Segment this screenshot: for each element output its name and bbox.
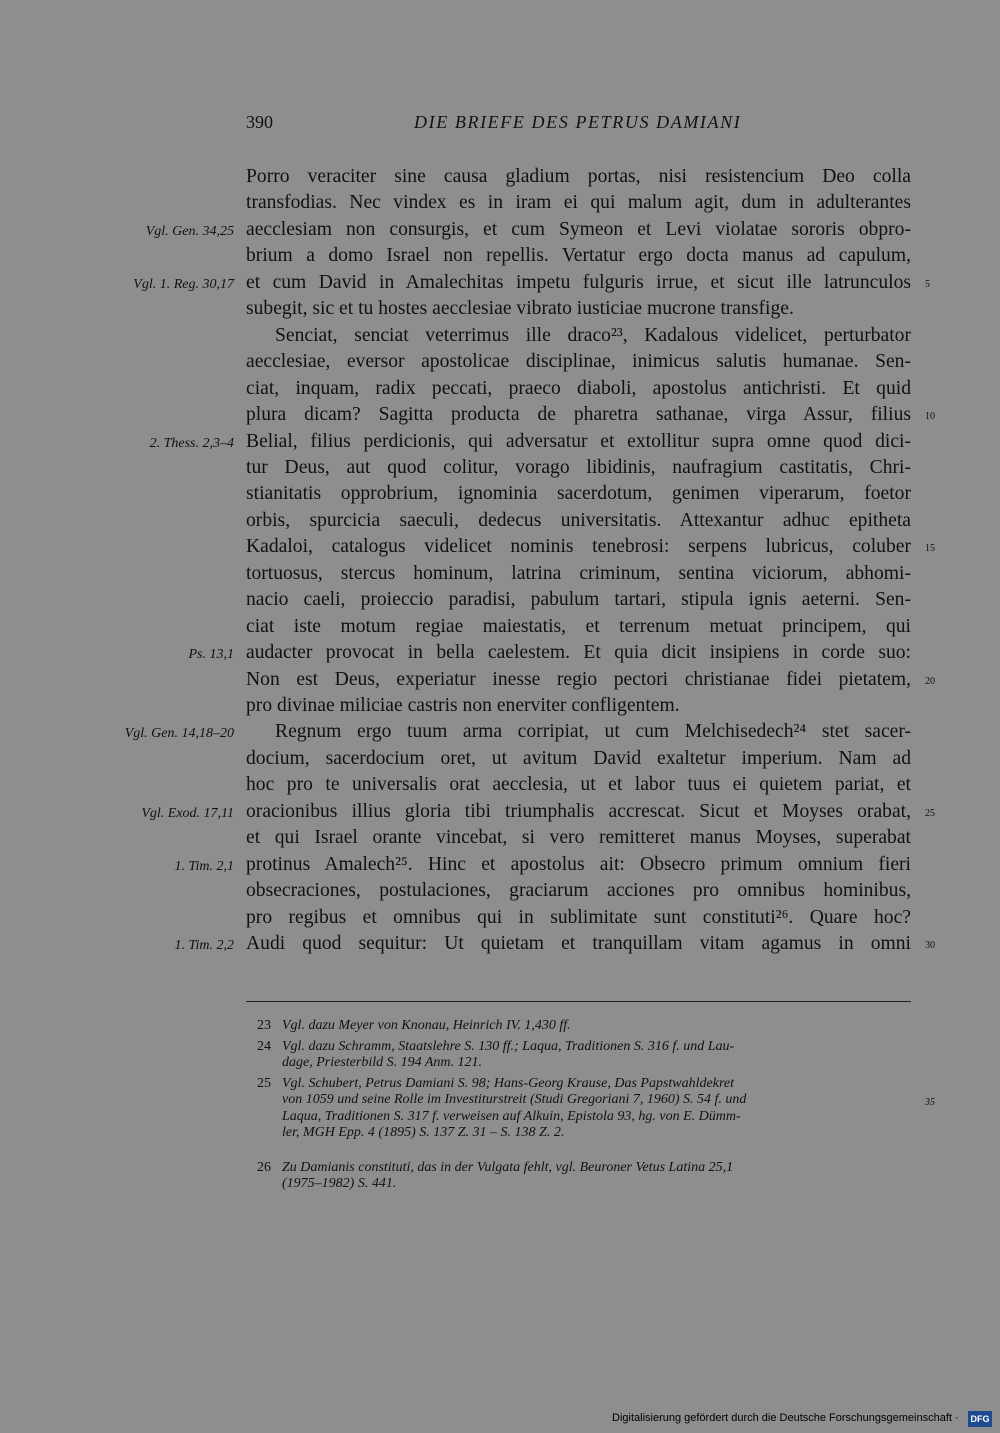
line-text: stianitatis opprobrium, ignominia sacerdotum, genimen viperarum, foetor xyxy=(246,483,911,505)
text-line xyxy=(0,878,1000,904)
margin-reference: 1. Tim. 2,2 xyxy=(174,938,234,954)
text-line xyxy=(0,190,1000,216)
line-text: protinus Amalech²⁵. Hinc et apostolus ait: Obsecro primum omnium fieri xyxy=(246,853,911,875)
line-text: aecclesiae, eversor apostolicae disciplinae, inimicus salutis humanae. Sen- xyxy=(246,351,911,373)
text-line xyxy=(0,243,1000,269)
margin-reference: Vgl. Gen. 14,18–20 xyxy=(124,726,234,742)
line-text: aecclesiam non consurgis, et cum Symeon et Levi violatae sororis obpro- xyxy=(246,218,911,240)
dfg-logo-icon: DFG xyxy=(968,1411,992,1427)
text-line xyxy=(0,323,1000,349)
footnote xyxy=(257,1039,917,1072)
text-line xyxy=(0,349,1000,375)
margin-reference: Vgl. Exod. 17,11 xyxy=(141,805,234,821)
text-line xyxy=(0,667,1000,693)
footnote-line: Laqua, Traditionen S. 317 f. verweisen auf Alkuin, Epistola 93, hg. von E. Dümm- xyxy=(282,1108,741,1124)
line-text: Senciat, senciat veterrimus ille draco²³, Kadalous videlicet, perturbator xyxy=(275,324,911,346)
text-line xyxy=(0,508,1000,534)
text-line xyxy=(0,376,1000,402)
line-text: et cum David in Amalechitas impetu fulguris irrue, et sicut ille latrunculos xyxy=(246,271,911,293)
line-text: pro divinae miliciae castris non enerviter confligentem. xyxy=(246,695,680,716)
dfg-credit xyxy=(612,1411,992,1428)
text-line xyxy=(0,640,1000,666)
line-number: 5 xyxy=(925,278,930,290)
dfg-credit-text: Digitalisierung gefördert durch die Deutsche Forschungsgemeinschaft · xyxy=(612,1412,959,1424)
margin-reference: Ps. 13,1 xyxy=(188,647,234,663)
text-line xyxy=(0,852,1000,878)
text-line xyxy=(0,402,1000,428)
line-number: 10 xyxy=(925,411,935,423)
footnote xyxy=(257,1160,917,1193)
margin-reference: 1. Tim. 2,1 xyxy=(174,858,234,874)
running-header xyxy=(0,112,1000,140)
text-line xyxy=(0,481,1000,507)
line-text: Non est Deus, experiatur inesse regio pectori christianae fidei pietatem, xyxy=(246,668,911,690)
text-line xyxy=(0,587,1000,613)
text-line xyxy=(0,217,1000,243)
margin-reference: Vgl. 1. Reg. 30,17 xyxy=(133,276,234,292)
line-number: 30 xyxy=(925,940,935,952)
footnote-line: ler, MGH Epp. 4 (1895) S. 137 Z. 31 – S. 138 Z. 2. xyxy=(282,1125,565,1141)
text-line xyxy=(0,429,1000,455)
text-line xyxy=(0,614,1000,640)
margin-reference: 2. Thess. 2,3–4 xyxy=(149,435,234,451)
line-text: ciat, inquam, radix peccati, praeco diaboli, apostolus antichristi. Et quid xyxy=(246,377,911,399)
footnote-line: dage, Priesterbild S. 194 Anm. 121. xyxy=(282,1055,483,1071)
footnote-line: von 1059 und seine Rolle im Investiturstreit (Studi Gregoriani 7, 1960) S. 54 f. und xyxy=(282,1092,747,1108)
footnote-line: Vgl. dazu Schramm, Staatslehre S. 130 ff.; Laqua, Traditionen S. 316 f. und Lau- xyxy=(282,1039,735,1054)
footnote-number: 24 xyxy=(257,1039,271,1054)
line-text: audacter provocat in bella caelestem. Et quia dicit insipiens in corde suo: xyxy=(246,642,911,664)
line-number: 25 xyxy=(925,807,935,819)
footnote xyxy=(257,1076,935,1142)
footnote-line: (1975–1982) S. 441. xyxy=(282,1176,397,1192)
line-text: Belial, filius perdicionis, qui adversatur et extollitur supra omne quod dici- xyxy=(246,430,911,452)
text-line xyxy=(0,534,1000,560)
line-text: tortuosus, stercus hominum, latrina criminum, sentina viciorum, abhomi- xyxy=(246,562,911,584)
line-text: brium a domo Israel non repellis. Vertatur ergo docta manus ad capulum, xyxy=(246,245,911,267)
footnote-rule xyxy=(246,1001,911,1002)
footnote-line-number: 35 xyxy=(925,1097,935,1109)
text-line xyxy=(0,799,1000,825)
text-line xyxy=(0,719,1000,745)
line-text: plura dicam? Sagitta producta de pharetra sathanae, virga Assur, filius xyxy=(246,404,911,426)
text-line xyxy=(0,825,1000,851)
line-text: nacio caeli, proieccio paradisi, pabulum tartari, stipula ignis aeterni. Sen- xyxy=(246,589,911,611)
line-text: subegit, sic et tu hostes aecclesiae vibrato iusticiae mucrone transfige. xyxy=(246,298,794,320)
text-line xyxy=(0,905,1000,931)
footnote-line: Vgl. dazu Meyer von Knonau, Heinrich IV. 1,430 ff. xyxy=(282,1018,571,1033)
line-text: Porro veraciter sine causa gladium portas, nisi resistencium Deo colla xyxy=(246,166,911,187)
line-text: pro regibus et omnibus qui in sublimitate sunt constituti²⁶. Quare hoc? xyxy=(246,906,911,928)
line-text: ciat iste motum regiae maiestatis, et terrenum metuat principem, qui xyxy=(246,615,911,637)
footnote xyxy=(257,1018,917,1034)
footnote-number: 25 xyxy=(257,1076,271,1091)
text-line xyxy=(0,455,1000,481)
line-text: obsecraciones, postulaciones, graciarum acciones pro omnibus hominibus, xyxy=(246,880,911,902)
text-line xyxy=(0,270,1000,296)
line-text: et qui Israel orante vincebat, si vero remitteret manus Moyses, superabat xyxy=(246,827,911,849)
line-text: Kadaloi, catalogus videlicet nominis tenebrosi: serpens lubricus, coluber xyxy=(246,536,911,558)
footnote-number: 23 xyxy=(257,1018,271,1033)
footnote-line: Vgl. Schubert, Petrus Damiani S. 98; Hans-Georg Krause, Das Papstwahldekret xyxy=(282,1076,734,1091)
footnote-line: Zu Damianis constituti, das in der Vulgata fehlt, vgl. Beuroner Vetus Latina 25,1 xyxy=(282,1160,734,1175)
text-line xyxy=(0,561,1000,587)
margin-reference: Vgl. Gen. 34,25 xyxy=(145,223,234,239)
text-line xyxy=(0,296,1000,322)
text-line xyxy=(0,931,1000,957)
line-text: oracionibus illius gloria tibi triumphalis accrescat. Sicut et Moyses orabat, xyxy=(246,800,911,822)
line-number: 15 xyxy=(925,543,935,555)
text-line xyxy=(0,693,1000,719)
line-text: transfodias. Nec vindex es in iram ei qui malum agit, dum in adulterantes xyxy=(246,192,911,214)
footnote-number: 26 xyxy=(257,1160,271,1175)
text-line xyxy=(0,164,1000,190)
text-line xyxy=(0,746,1000,772)
line-text: orbis, spurcicia saeculi, dedecus universitatis. Attexantur adhuc epitheta xyxy=(246,509,911,531)
page-number: 390 xyxy=(246,112,273,132)
line-number: 20 xyxy=(925,675,935,687)
line-text: Regnum ergo tuum arma corripiat, ut cum Melchisedech²⁴ stet sacer- xyxy=(275,721,911,743)
text-line xyxy=(0,772,1000,798)
running-title: DIE BRIEFE DES PETRUS DAMIANI xyxy=(414,112,742,132)
line-text: Audi quod sequitur: Ut quietam et tranquillam vitam agamus in omni xyxy=(246,933,911,955)
line-text: docium, sacerdocium oret, ut avitum David exaltetur imperium. Nam ad xyxy=(246,747,911,769)
line-text: tur Deus, aut quod colitur, vorago libidinis, naufragium castitatis, Chri- xyxy=(246,456,911,478)
line-text: hoc pro te universalis orat aecclesia, ut et labor tuus ei quietem pariat, et xyxy=(246,774,911,796)
